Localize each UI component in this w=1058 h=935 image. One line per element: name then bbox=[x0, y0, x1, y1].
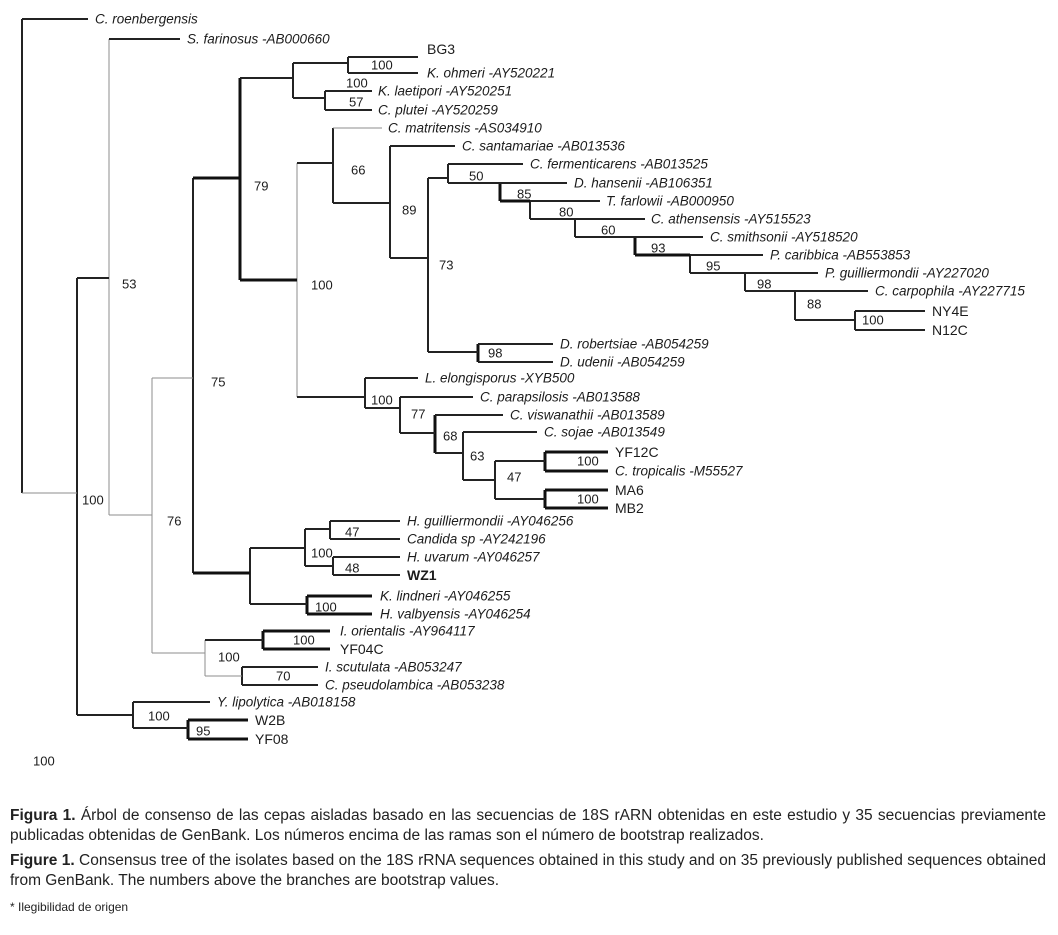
taxon-label: K. lindneri -AY046255 bbox=[380, 588, 511, 604]
taxon-label: YF12C bbox=[615, 444, 659, 460]
bootstrap-value: 75 bbox=[211, 374, 226, 390]
bootstrap-value: 48 bbox=[345, 560, 360, 576]
bootstrap-value: 63 bbox=[470, 448, 485, 464]
taxon-label: BG3 bbox=[427, 41, 456, 57]
caption-english-text: Consensus tree of the isolates based on the 18S rRNA sequences obtained in this study and on 35 previously published sequences obtained from GenBank. The numbers above the branches are bootstrap values. bbox=[10, 851, 1046, 890]
taxon-label: K. ohmeri -AY520221 bbox=[427, 65, 556, 81]
caption-english bbox=[10, 851, 1046, 892]
bootstrap-value: 53 bbox=[122, 276, 137, 292]
caption-english-label: Figure 1. bbox=[10, 851, 75, 869]
taxon-label: W2B bbox=[255, 712, 286, 728]
taxon-label: C. matritensis -AS034910 bbox=[388, 120, 542, 136]
taxon-label: D. hansenii -AB106351 bbox=[574, 175, 713, 191]
bootstrap-value: 47 bbox=[507, 469, 522, 485]
bootstrap-value: 100 bbox=[577, 491, 599, 507]
caption-footnote: * Ilegibilidad de origen bbox=[10, 899, 129, 914]
bootstrap-value: 76 bbox=[167, 513, 182, 529]
bootstrap-value: 73 bbox=[439, 257, 454, 273]
taxon-label: P. guilliermondii -AY227020 bbox=[825, 265, 989, 281]
bootstrap-value: 100 bbox=[315, 599, 337, 615]
bootstrap-value: 80 bbox=[559, 204, 574, 220]
figure-caption bbox=[0, 782, 1058, 914]
taxon-label: I. scutulata -AB053247 bbox=[325, 659, 462, 675]
bootstrap-value: 77 bbox=[411, 406, 426, 422]
taxon-label: YF04C bbox=[340, 641, 384, 657]
taxon-label: T. farlowii -AB000950 bbox=[606, 193, 734, 209]
bootstrap-value: 95 bbox=[706, 258, 721, 274]
taxon-label: C. tropicalis -M55527 bbox=[615, 463, 743, 479]
taxon-label: C. athensensis -AY515523 bbox=[651, 211, 811, 227]
taxon-label: Candida sp -AY242196 bbox=[407, 531, 546, 547]
taxon-label: C. fermenticarens -AB013525 bbox=[530, 156, 708, 172]
taxon-label: N12C bbox=[932, 322, 968, 338]
taxon-label: C. roenbergensis bbox=[95, 11, 198, 27]
bootstrap-value: 100 bbox=[82, 492, 104, 508]
taxon-label: H. valbyensis -AY046254 bbox=[380, 606, 531, 622]
taxon-label: C. smithsonii -AY518520 bbox=[710, 229, 858, 245]
taxon-label: C. plutei -AY520259 bbox=[378, 102, 498, 118]
bootstrap-value: 100 bbox=[293, 632, 315, 648]
bootstrap-value: 100 bbox=[371, 57, 393, 73]
bootstrap-value: 89 bbox=[402, 202, 417, 218]
caption-spanish bbox=[10, 806, 1046, 847]
taxon-label: MA6 bbox=[615, 482, 644, 498]
bootstrap-value: 100 bbox=[218, 649, 240, 665]
bootstrap-value: 68 bbox=[443, 428, 458, 444]
taxon-label: S. farinosus -AB000660 bbox=[187, 31, 330, 47]
bootstrap-value: 95 bbox=[196, 723, 211, 739]
bootstrap-value: 100 bbox=[862, 312, 884, 328]
bootstrap-value: 79 bbox=[254, 178, 269, 194]
taxon-label: C. parapsilosis -AB013588 bbox=[480, 389, 640, 405]
taxon-label: H. guilliermondii -AY046256 bbox=[407, 513, 574, 529]
bootstrap-value: 50 bbox=[469, 168, 484, 184]
taxon-label: C. carpophila -AY227715 bbox=[875, 283, 1025, 299]
taxon-label: C. sojae -AB013549 bbox=[544, 424, 665, 440]
bootstrap-value: 100 bbox=[33, 753, 55, 769]
taxon-label: P. caribbica -AB553853 bbox=[770, 247, 911, 263]
taxon-label: C. viswanathii -AB013589 bbox=[510, 407, 665, 423]
bootstrap-value: 100 bbox=[346, 75, 368, 91]
bootstrap-value: 88 bbox=[807, 296, 822, 312]
bootstrap-value: 47 bbox=[345, 524, 360, 540]
bootstrap-value: 100 bbox=[148, 708, 170, 724]
bootstrap-value: 100 bbox=[371, 392, 393, 408]
bootstrap-value: 70 bbox=[276, 668, 291, 684]
taxon-label: YF08 bbox=[255, 731, 289, 747]
caption-spanish-text: Árbol de consenso de las cepas aisladas basado en las secuencias de 18S rARN obtenidas en este estudio y 35 secuencias previamente publicadas obtenidas de GenBank. Los números encima de las ramas son el número de bootstrap realizados. bbox=[10, 807, 1046, 845]
bootstrap-value: 100 bbox=[311, 545, 333, 561]
taxon-label: K. laetipori -AY520251 bbox=[378, 83, 513, 99]
taxon-label: NY4E bbox=[932, 303, 969, 319]
bootstrap-value: 98 bbox=[757, 276, 772, 292]
bootstrap-value: 100 bbox=[311, 277, 333, 293]
taxon-label: C. pseudolambica -AB053238 bbox=[325, 677, 505, 693]
bootstrap-value: 85 bbox=[517, 186, 532, 202]
bootstrap-value: 57 bbox=[349, 94, 364, 110]
taxon-label: L. elongisporus -XYB500 bbox=[425, 370, 575, 386]
taxon-label: WZ1 bbox=[407, 567, 437, 583]
bootstrap-value: 66 bbox=[351, 162, 366, 178]
taxon-label: C. santamariae -AB013536 bbox=[462, 138, 625, 154]
bootstrap-value: 60 bbox=[601, 222, 616, 238]
taxon-label: D. robertsiae -AB054259 bbox=[560, 336, 709, 352]
bootstrap-value: 100 bbox=[577, 453, 599, 469]
bootstrap-value: 93 bbox=[651, 240, 666, 256]
taxon-label: H. uvarum -AY046257 bbox=[407, 549, 540, 565]
bootstrap-value: 98 bbox=[488, 345, 503, 361]
taxon-label: D. udenii -AB054259 bbox=[560, 354, 685, 370]
taxon-label: MB2 bbox=[615, 500, 644, 516]
taxon-label: I. orientalis -AY964117 bbox=[340, 623, 475, 639]
taxon-label: Y. lipolytica -AB018158 bbox=[217, 694, 356, 710]
caption-spanish-label: Figura 1. bbox=[10, 807, 76, 824]
